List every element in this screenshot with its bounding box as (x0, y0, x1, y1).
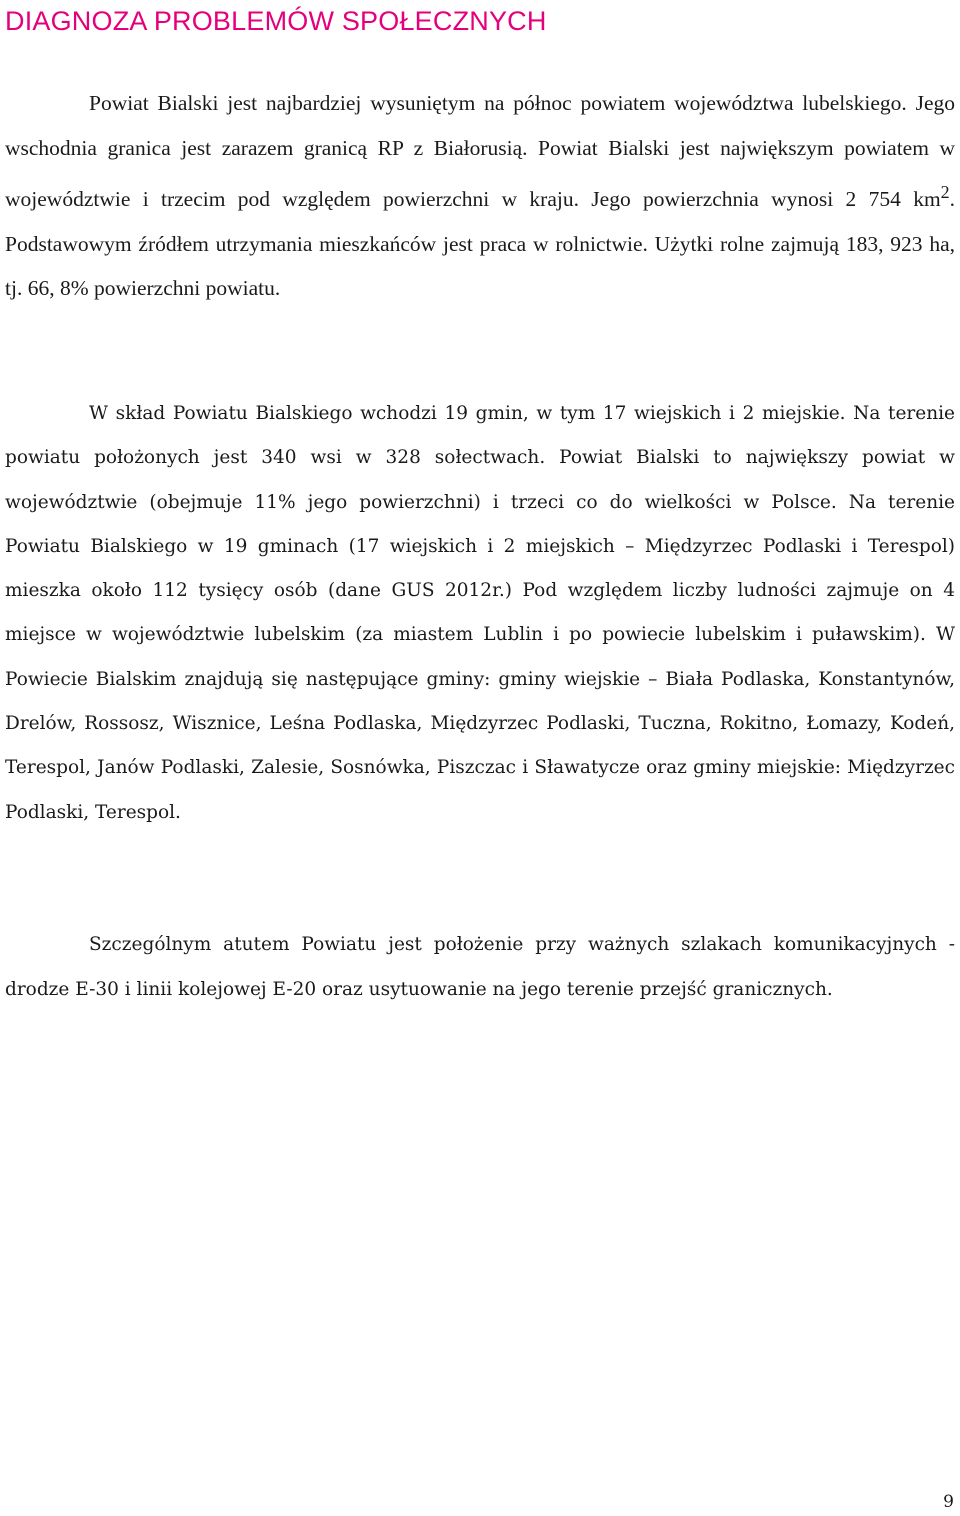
superscript-2: 2 (940, 182, 950, 202)
page-number: 9 (943, 1492, 954, 1512)
paragraph-location-text: Powiat Bialski jest najbardziej wysuniętym na północ powiatem województwa lubelskiego. Jego wschodnia granica jest zarazem granicą RP z Białorusią. Powiat Bialski jest największym powiatem w województwie i trzecim pod względem powierzchni w kraju. Jego powierzchnia wynosi 2 754 km (5, 91, 955, 212)
paragraph-location (5, 81, 955, 311)
paragraph-administrative: W skład Powiatu Bialskiego wchodzi 19 gmin, w tym 17 wiejskich i 2 miejskie. Na terenie powiatu położonych jest 340 wsi w 328 sołectwach. Powiat Bialski to największy powiat w województwie (obejmuje 11% jego powierzchni) i trzeci co do wielkości w Polsce. Na terenie Powiatu Bialskiego w 19 gminach (17 wiejskich i 2 miejskich – Międzyrzec Podlaski i Terespol) mieszka około 112 tysięcy osób (dane GUS 2012r.) Pod względem liczby ludności zajmuje on 4 miejsce w województwie lubelskim (za miastem Lublin i po powiecie lubelskim i puławskim). W Powiecie Bialskim znajdują się następujące gminy: gminy wiejskie – Biała Podlaska, Konstantynów, Drelów, Rossosz, Wisznice, Leśna Podlaska, Międzyrzec Podlaski, Tuczna, Rokitno, Łomazy, Kodeń, Terespol, Janów Podlaski, Zalesie, Sosnówka, Piszczac i Sławatycze oraz gminy miejskie: Międzyrzec Podlaski, Terespol. (5, 403, 955, 823)
paragraph-location-text-end: . Podstawowym źródłem utrzymania mieszkańców jest praca w rolnictwie. Użytki rolne zajmują 183, 923 ha, tj. 66, 8% powierzchni powiatu. (5, 187, 955, 301)
paragraph-transport: Szczególnym atutem Powiatu jest położenie przy ważnych szlakach komunikacyjnych - drodze E-30 i linii kolejowej E-20 oraz usytuowanie na jego terenie przejść granicznych. (5, 934, 955, 1000)
section-heading: DIAGNOZA PROBLEMÓW SPOŁECZNYCH (5, 6, 547, 36)
